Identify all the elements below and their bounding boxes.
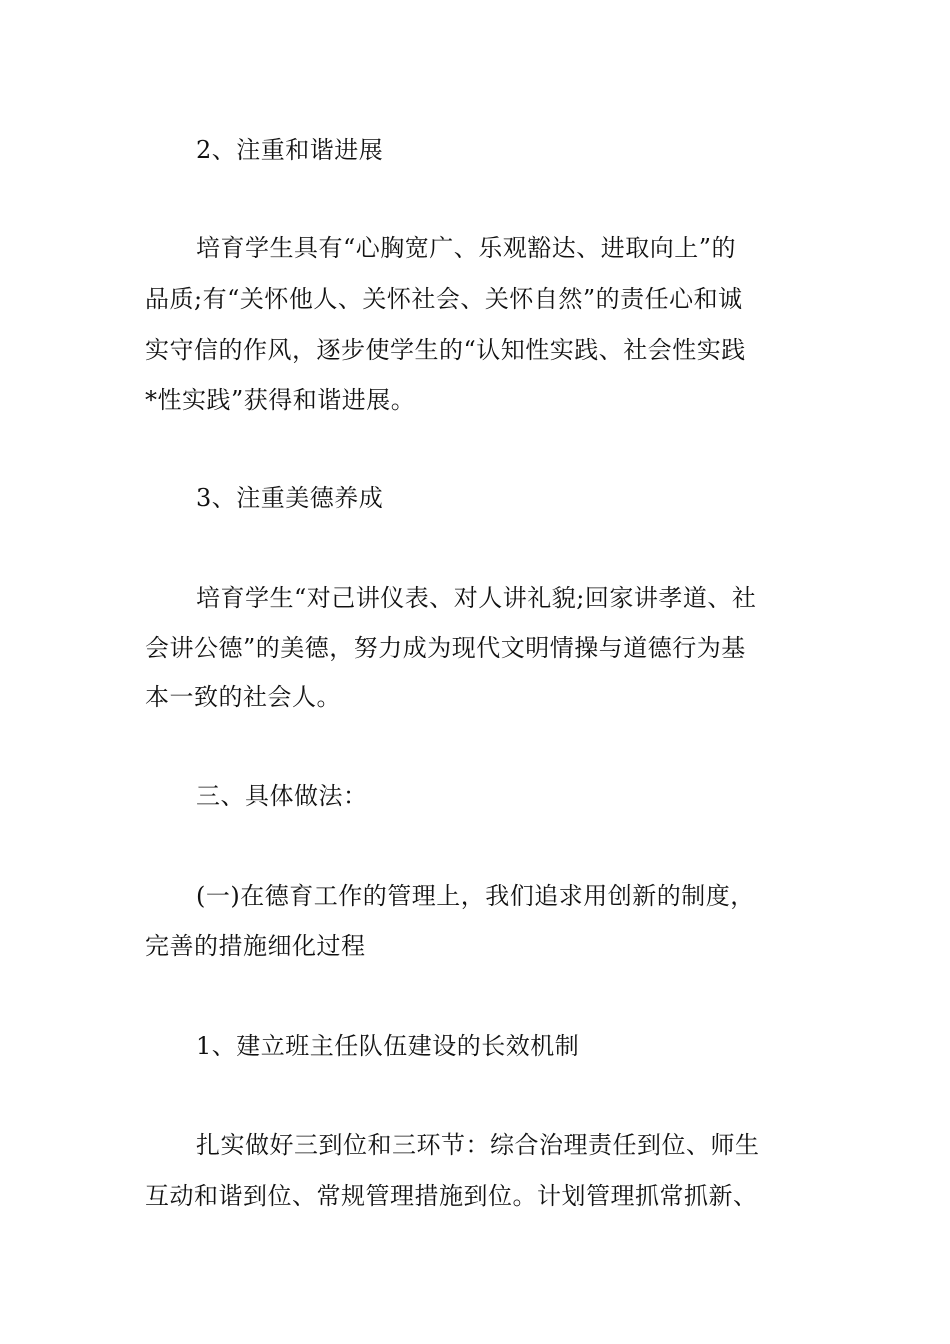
paragraph-line: *性实践”获得和谐进展。 xyxy=(145,386,416,414)
paragraph-line: 扎实做好三到位和三环节：综合治理责任到位、师生 xyxy=(196,1131,760,1159)
paragraph-line: (一)在德育工作的管理上，我们追求用创新的制度， xyxy=(196,882,755,910)
section-heading-mechanism: 1、建立班主任队伍建设的长效机制 xyxy=(196,1032,580,1060)
section-heading-methods: 三、具体做法： xyxy=(196,782,368,810)
paragraph-line: 品质;有“关怀他人、关怀社会、关怀自然”的责任心和诚 xyxy=(145,285,743,313)
paragraph-line: 互动和谐到位、常规管理措施到位。计划管理抓常抓新、 xyxy=(145,1182,758,1210)
paragraph-line: 完善的措施细化过程 xyxy=(145,932,366,960)
paragraph-line: 培育学生“对己讲仪表、对人讲礼貌;回家讲孝道、社 xyxy=(196,584,757,612)
paragraph-line: 实守信的作风，逐步使学生的“认知性实践、社会性实践 xyxy=(145,336,746,364)
paragraph-line: 本一致的社会人。 xyxy=(145,683,341,711)
section-heading-harmony: 2、注重和谐进展 xyxy=(196,136,384,164)
paragraph-line: 会讲公德”的美德，努力成为现代文明情操与道德行为基 xyxy=(145,634,746,662)
paragraph-line: 培育学生具有“心胸宽广、乐观豁达、进取向上”的 xyxy=(196,234,737,262)
section-heading-virtue: 3、注重美德养成 xyxy=(196,484,384,512)
